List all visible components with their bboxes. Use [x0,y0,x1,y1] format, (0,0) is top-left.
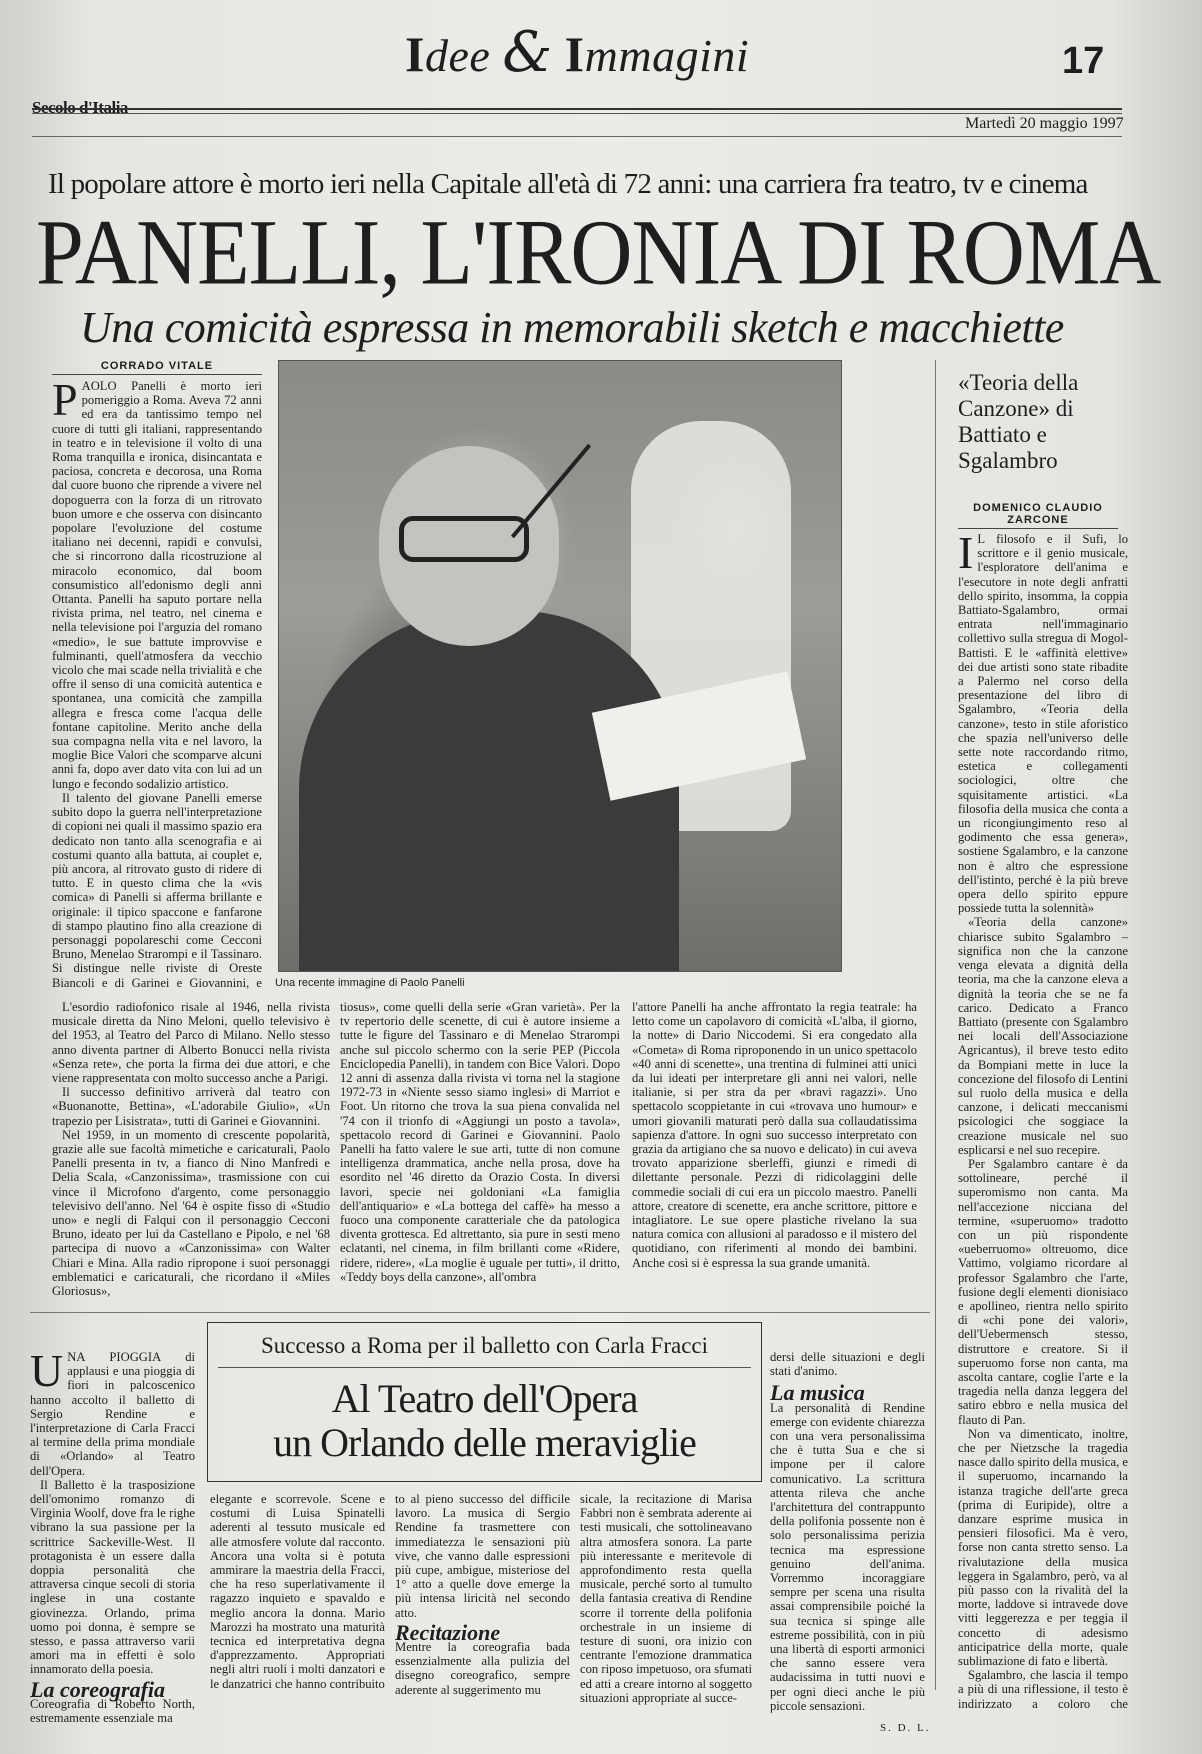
issue-date: Martedì 20 maggio 1997 [965,115,1124,132]
ballet-subhead-music: La musica [770,1380,865,1406]
sidebar-paragraph-1: L filosofo e il Sufi, lo scrittore e il genio musicale, l'esploratore dell'anima e l'esecutore in note degli anfratti dello spirito, insomma, la coppia Battiato-Sgalambro, ormai entrata nell'immaginario collettivo sulla stregua di Mogol-Battisti. E le «affinità elettive» dei due artisti sono state ribadite a Palermo nel corso della presentazione del libro di Sgalambro, «Teoria della canzone», testo in stile aforistico che spazia nell'universo delle sette note raccordando ritmo, estetica e collegamenti sociologici, oltre che squisitamente artistici. «La filosofia della musica che conta a un ricongiungimento reso al godimento che essa genera», sostiene Sgalambro, e la canzone non è altro che espressione dell'istinto, perché è la più breve opera dello spirito eppure possiede tutta la solennità» [958,532,1128,916]
article-paragraph-7: l'attore Panelli ha anche affrontato la regia teatrale: ha letto come un capolavoro di comicità «L'alba, il giorno, la notte» di Dario Niccodemi. Si era congedato alla «Cometa» di Roma riproponendo in un unico spettacolo «40 anni di scenette», una trentina di fulminei atti unici da lui ideati per interpretare gli anni nei valori, nelle italianie, si per stra da per «bravi ragazzi». Uno spettacolo scoppietante in cui «trovava uno humour» e umori giovanili maturati però dalla sua collaudatissima sapienza d'attore. In ogni suo successo interpretato con grazia da artigiano che sa nuovo e delicato) in cui aveva trovato apparizione sberleffi, giunzi e rimedi di dilettante personale. Pezzi di ridicolaggini delle commedie sociali di cui era un piccolo maestro. Panelli attore, creatore di scenette, era anche scrittore, pittore e intagliatore. Le sue opere plastiche rivelano la sua natura comica con allusioni al paradosso e il mistero del quotidiano, con riferimenti al mondo dei bambini. Anche così si è espressa la sua grande umanità. [632,1000,917,1270]
ballet-paragraph-8: dersi delle situazioni e degli stati d'animo. [770,1350,925,1379]
ballet-box-rule [218,1367,751,1368]
article-paragraph-6: tiosus», come quelli della serie «Gran varietà». Per la tv repertorio delle scenette, di cui è autore insieme a tutte le figure del Tassinaro e di Menelao Strarompi anche sul piccolo schermo con la serie PEP (Piccola Enciclopedia Panelli), in tandem con Bice Valori. Dopo 12 anni di assenza dalla rivista vi torna nel la stagione 1972-73 in «Niente sesso siamo inglesi» di Marriot e Foot. Un ritorno che trova la sua piena convalida nel '74 con il trionfo di «Aggiungi un posto a tavola», spettacolo record di Garinei e Giovannini. Paolo Panelli ha fatto valere le sue arti, tutte di non comune intelligenza drammatica, anche nella prosa, dove ha esordito nel '46 diretto da Orazio Costa. In diversi lavori, specie nei goldoniani «La famiglia dell'antiquario» e «La bottega del caffè» ha messo a fuoco una componente caratteriale che da patologica diventa grottesca. Ed altrettanto, sia pure in sesti meno eclatanti, nel cinema, in film brillanti come «Ridere, ridere, ridere», «La moglie è uguale per tutti», il dritto, «Teddy boys della canzone», all'ombra [340,1000,620,1284]
article-column-3 [632,1000,917,1300]
article-headline: PANELLI, L'IRONIA DI ROMA [36,200,1161,304]
ballet-dropcap: U [30,1350,64,1396]
ballet-paragraph-4: elegante e scorrevole. Scene e costumi di Luisa Spinatelli aderenti al tessuto musicale ed alle atmosfere volute dal racconto. Ancora una volta si è potuta ammirare la maestria della Fracci, che ha reso superlativamente il ragazzo inquieto e spavaldo e meglio ancora la donna. Mario Marozzi ha mostrato una maturità tecnica ed interpretativa degna d'apprezzamento. Appropriati negli altri ruoli i molti danzatori e le danzatrici che hanno contribuito [210,1492,385,1691]
masthead-rule [32,108,1122,110]
section-divider [30,1312,930,1313]
article-body-1 [52,379,262,991]
ballet-signature: S. D. L. [880,1722,931,1734]
ballet-headline [208,1377,761,1465]
photo-paolo-panelli [278,360,842,972]
ballet-paragraph-1: NA PIOGGIA di applausi e una pioggia di fiori in palcoscenico hanno accolto il balletto di Sergio Rendine e l'interpretazione di Carla Fracci al termine della prima mondiale di «Orlando» al Teatro dell'Opera. [30,1350,195,1478]
ballet-paragraph-2: Il Balletto è la trasposizione dell'omonimo romanzo di Virginia Woolf, dove fra le righe vibrano la sua passione per la scrittrice Sackeville-West. Il protagonista è un essere dalla doppia personalità che attraversa cinque secoli di storia inglese in una costante giovinezza. Orlando, prima uomo poi donna, è sempre se stesso, e passa attraverso varii amori ma in effetti è solo innamorato della poesia. [30,1477,195,1677]
sidebar-rule [935,360,936,1690]
page-number: 17 [1062,40,1105,82]
sidebar-title: «Teoria della Canzone» di Battiato e Sgalambro [958,370,1079,473]
article-paragraph-2: Il talento del giovane Panelli emerse subito dopo la guerra nell'interpretazione di copioni nei quali il massimo spazio era dedicato non tanto alla scenografia e ai costumi quanto alla battuta, ai couplet e, più ancora, al ritrovato gusto di ridere di tutto. E in questo clima che la «vis comica» di Panelli si afferma brillante e originale: il tipico spaccone e fanfarone di stampo plautino fino alla creazione di personaggi popolareschi come Cecconi Bruno, Menelao Strarompi e il Tassinaro. Si distingue nelle riviste di Oreste Biancoli e di Garinei e Giovannini, e [52,790,262,990]
ballet-paragraph-6: Mentre la coreografia bada essenzialmente alla pulizia del disegno coreografico, sempre aderente al suggerimento mu [395,1640,570,1697]
article-paragraph-5: Nel 1959, in un momento di crescente popolarità, grazie alle sue facoltà mimetiche e caricaturali, Paolo Panelli presenta in tv, a fianco di Nino Manfredi e Delia Scala, «Canzonissima», trasmissione con cui vince il Microfono d'argento, come personaggio televisivo dell'anno. Nel '64 è ospite fisso di «Studio uno» e negli di Falqui con il personaggio Cecconi Bruno, ideato per lui da Castellano e Pipolo, e nel '68 partecipa di nuovo a «Canzonissima» con Walter Chiari e Mina. Alla radio ripropone i suoi personaggi emblematici e caricaturali, che ricordano il «Miles Gloriosus», [52,1127,330,1299]
ballet-column-1 [30,1350,195,1730]
ballet-headline-box [207,1322,762,1482]
sidebar-paragraph-5: Sgalambro, che lascia il tempo a più di una riflessione, il testo è indirizzato a coloro che [958,1668,1128,1711]
section-title-part2: mmagini [584,30,750,81]
ballet-column-2 [210,1492,385,1732]
ballet-headline-line-1: Al Teatro dell'Opera [331,1376,638,1421]
ballet-column-3 [395,1492,570,1732]
ballet-paragraph-7: sicale, la recitazione di Marisa Fabbri non è sembrata aderente ai testi musicali, che sottolineavano altra atmosfera sonora. La parte più interessante e meritevole di approfondimento resta quella musicale, perché sorto al tumulto della fantasia creativa di Rendine scorre il torrente della polifonia orchestrale in un insieme di testure di suoni, ora inizio con centrante l'emozione drammatica con riposo impetuoso, ora sfumati ed atti a creare intorno al soggetto situazioni appropriate al succe- [580,1492,752,1705]
ballet-kicker: Successo a Roma per il balletto con Carla Fracci [260,1333,709,1358]
sidebar-dropcap: I [958,532,974,578]
article-paragraph-1: AOLO Panelli è morto ieri pomeriggio a Roma. Aveva 72 anni ed era da tantissimo tempo nel cuore di tutti gli italiani, rappresentando in teatro e in televisione il volto di una Roma tranquilla e ironica, disincantata e paciosa, concreta e decorosa, una Roma dal cuore buono che riprende a vivere nel dopoguerra con la forza di un ritrovato buon umore e che osserva con disincanto popolare l'evoluzione del costume italiano nei decenni, rapidi e convulsi, che si rincorrono dalla ricostruzione al miracolo economico, dal boom consumistico all'edonismo degli anni Ottanta. Panelli ha saputo portare nella rivista prima, nel teatro, nel cinema e nella televisione poi l'arguzia del romano «medio», le sue battute improvvise e fulminanti, quell'atmosfera da vecchio vicolo che mai scade nella trivialità e che offre il senso di una comicità autentica e spontanea, una comicità che zampilla allegra e fresca come l'acqua delle fontane capitoline. Merito anche della sua compagna nella vita e nel lavoro, la moglie Bice Valori che scomparve alcuni anni fa, dopo aver dato vita con lui ad un lungo e fecondo sodalizio artistico. [52,379,262,791]
article-byline: CORRADO VITALE [52,360,262,375]
ballet-column-4 [580,1492,752,1732]
date-rule [32,136,1122,137]
section-title-part1: dee [424,30,491,81]
sidebar-paragraph-3: Per Sgalambro cantare è da sottolineare, perché il superomismo non canta. Ma nell'accezione nicciana del termine, «superuomo» tradotto con un più rispondente «ueberruomo» oltreuomo, dice Vattimo, volgiamo ricordare al professor Sgalambro che l'arte, fusione degli elementi dionisiaco e apollineo, rientra nello spirito di «chi pone dei valori», dell'Uebermensch stesso, distruttore e creatore. Si il superuomo forse non canta, ma ascolta cantare, coglie l'arte e la tragedia nella danza leggera del satiro ebbro e nella musica del flauto di Pan. [958,1156,1128,1427]
article-column-1 [52,360,262,991]
photo-glasses [399,516,529,562]
section-title-ampersand: & [502,20,553,85]
article-kicker: Il popolare attore è morto ieri nella Capitale all'età di 72 anni: una carriera fra teatro, tv e cinema [48,168,1088,200]
article-column-2 [340,1000,620,1300]
newspaper-brand: Secolo d'Italia [32,98,128,117]
article-subhead: Una comicità espressa in memorabili sketch e macchiette [80,303,1064,352]
article-column-1-lower [52,1000,330,1300]
ballet-subhead-choreography: La coreografia [30,1676,166,1702]
ballet-paragraph-5: to al pieno successo del difficile lavoro. La musica di Sergio Rendine fa trasmettere con immediatezza le sensazioni più vive, che vanno dalle espressioni più cupe, ambigue, misteriose del 1° atto a quelle dove emerge la più intensa liricità nel secondo atto. [395,1492,570,1620]
ballet-column-5 [770,1350,925,1730]
sidebar-byline: DOMENICO CLAUDIO ZARCONE [958,502,1118,529]
masthead-rule-thin [32,113,1122,114]
ballet-paragraph-3: Coreografia di Roberto North, estremamente essenziale ma [30,1696,195,1726]
section-title: Idee & Immagini [405,20,750,85]
article-paragraph-3: L'esordio radiofonico risale al 1946, nella rivista musicale diretta da Nino Meloni, quello televisivo è del 1953, al Teatro del Parco di Milano. Nello stesso anno diventa partner di Alberto Bonucci nella rivista «Senza rete», che porta la firma dei due attori, e che viene rappresentata con molto successo anche a Parigi. [52,1000,330,1086]
article-paragraph-4: Il successo definitivo arriverà dal teatro con «Buonanotte, Bettina», «L'adorabile Giulio», «Un trapezio per Lisistrata», tutti di Garinei e Giovannini. [52,1085,330,1128]
ballet-headline-line-2: un Orlando delle meraviglie [273,1420,696,1465]
sidebar-paragraph-2: «Teoria della canzone» chiarisce subito Sgalambro – significa non che la canzone venga elevata a dignità della teoria, ma che la canzone eleva a dignità la teoria che se ne fa carico. Dedicato a Franco Battiato (presente con Sgalambro nei locali dell'Associazione Agricantus), il breve testo edito da Bompiani mette in luce la concezione del filosofo di Lentini sul ruolo della musica e della canzone, i delicati meccanismi psicologici che soggiace la creazione musicale nel suo esplicarsi e nel suo recepire. [958,915,1128,1157]
sidebar-body [958,532,1128,1712]
sidebar-paragraph-4: Non va dimenticato, inoltre, che per Nietzsche la tragedia nasce dallo spirito della musica, e il superuomo, incarnando la istanza tragiche dell'arte greca (prima di Euripide), oltre a danzare esprime musica in pensieri filosofici. Ma è vero, forse non canta stretto senso. La rivalutazione della musica leggera in Sgalambro, però, va al più passo con la rivalità del la morte, laddove si intravede dove vitti leggerezza e per teggia il concetto di adesismo anticipatrice della morte, quale sublimazione di fato e libertà. [958,1426,1128,1669]
ballet-subhead-recitation: Recitazione [395,1619,501,1645]
ballet-paragraph-9: La personalità di Rendine emerge con evidente chiarezza con una vera personalissima che è tutta Sua e che si impone per il calore comunicativo. La scrittura attenta rileva che anche l'architettura del contrappunto della polifonia possente non è solo personalissima perizia tecnica ma espressione genuino dell'anima. Vorremmo incoraggiare sempre per scena una risulta assai comprensibile poiché la sua tecnica si spinge alle estreme possibilità, con in più una libertà di esporti armonici che sanno essere vera audacissima in tutti nuovi e per ogni dieci anche le più piccole sensazioni. [770,1400,925,1713]
article-dropcap: P [52,379,78,425]
photo-caption: Una recente immagine di Paolo Panelli [275,977,465,989]
